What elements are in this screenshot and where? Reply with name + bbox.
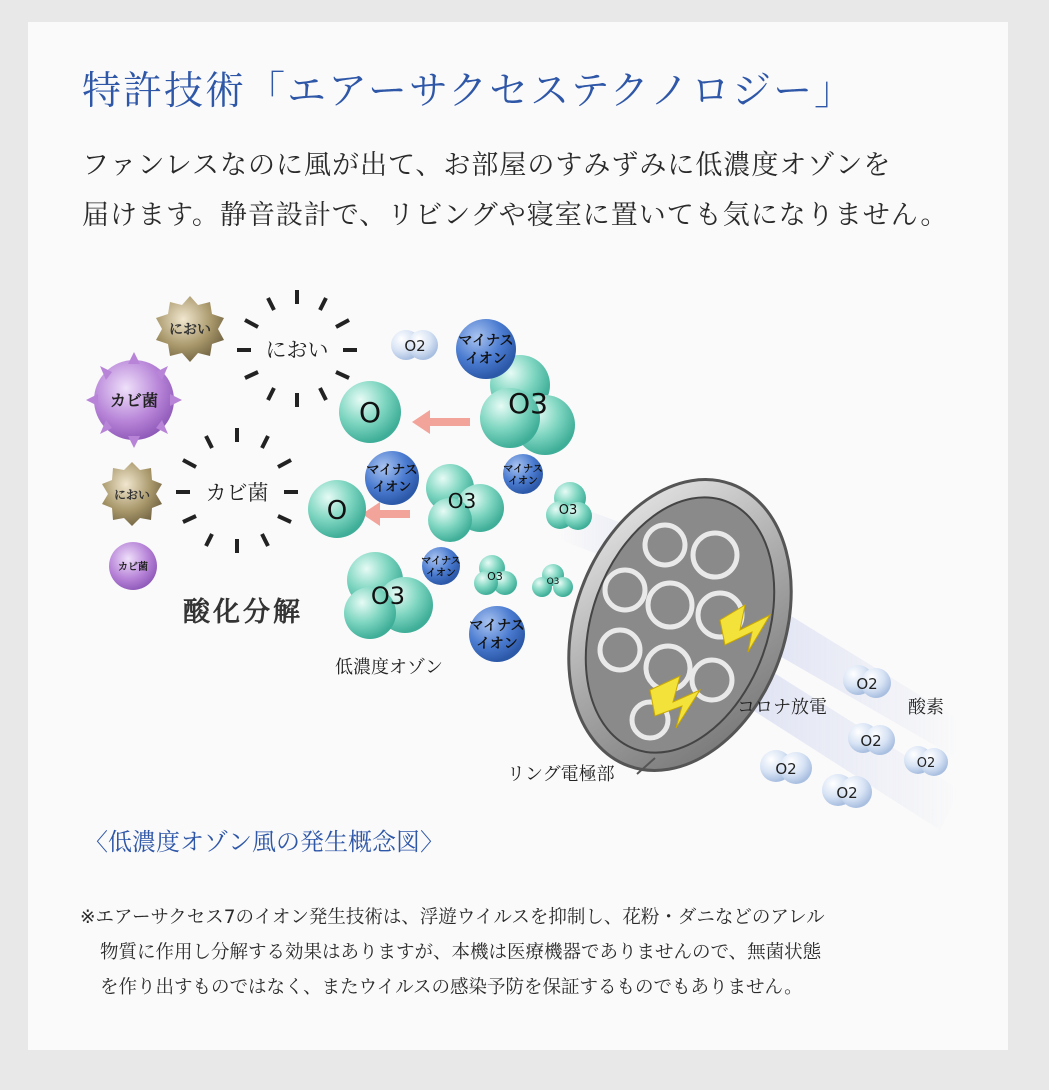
lead-text-line-1: ファンレスなのに風が出て、お部屋のすみずみに低濃度オゾンを (82, 150, 892, 181)
minus-ion (365, 451, 419, 505)
svg-text:O3: O3 (558, 503, 578, 518)
ozone-molecule (344, 552, 433, 639)
svg-text:イオン: イオン (508, 476, 538, 487)
ozone-molecule (474, 555, 517, 595)
ozone-molecule (532, 564, 573, 597)
svg-text:O: O (326, 496, 348, 526)
smell-badge-small-icon (102, 462, 162, 526)
svg-text:カビ菌: カビ菌 (109, 391, 159, 410)
svg-text:マイナス: マイナス (503, 464, 543, 475)
svg-text:イオン: イオン (372, 480, 412, 495)
smell-label: におい (265, 338, 329, 362)
svg-text:O3: O3 (546, 577, 560, 587)
svg-text:におい: におい (113, 488, 151, 502)
svg-text:マイナス: マイナス (458, 333, 514, 349)
smell-badge-icon (156, 296, 224, 362)
ozone-molecule (426, 464, 504, 542)
page-title: 特許技術「エアーサクセステクノロジー」 (82, 69, 856, 114)
svg-text:イオン: イオン (476, 636, 518, 652)
oxygen-atom (308, 480, 366, 538)
minus-ion (469, 606, 525, 662)
o2-molecule (760, 750, 812, 784)
lead-text-line-2: 届けます。静音設計で、リビングや寝室に置いても気になりません。 (82, 200, 949, 231)
footnote-line-1: ※エアーサクセス7のイオン発生技術は、浮遊ウイルスを抑制し、花粉・ダニなどのアレル (80, 907, 825, 928)
oxygen-atom (339, 381, 401, 443)
footnote-line-3: を作り出すものではなく、またウイルスの感染予防を保証するものでもありません。 (100, 977, 803, 998)
mold-badge-small-icon (109, 542, 157, 590)
svg-text:O3: O3 (508, 387, 548, 420)
ozone-molecule (546, 482, 592, 530)
footnote-line-2: 物質に作用し分解する効果はありますが、本機は医療機器でありませんので、無菌状態 (100, 942, 822, 963)
mold-label: カビ菌 (205, 481, 269, 505)
o2-molecule (848, 723, 895, 755)
svg-text:O2: O2 (856, 675, 878, 693)
ozone-label: 低濃度オゾン (335, 657, 443, 678)
ring-electrode-label: リング電極部 (507, 764, 615, 785)
o2-molecule (391, 330, 438, 360)
o2-molecule (904, 746, 948, 776)
svg-text:マイナス: マイナス (421, 556, 461, 567)
svg-text:O3: O3 (370, 582, 406, 610)
svg-text:O2: O2 (860, 732, 882, 750)
svg-text:O2: O2 (775, 760, 797, 778)
oxidation-label: 酸化分解 (183, 597, 303, 628)
minus-ion (421, 547, 460, 585)
minus-ion (456, 319, 516, 379)
oxygen-label: 酸素 (908, 697, 944, 718)
svg-text:におい: におい (169, 322, 211, 338)
svg-text:マイナス: マイナス (366, 463, 418, 478)
mold-badge-icon (86, 352, 182, 448)
svg-text:イオン: イオン (426, 568, 456, 579)
corona-label: コロナ放電 (737, 697, 827, 718)
svg-text:O2: O2 (836, 784, 858, 802)
diagram-caption: 〈低濃度オゾン風の発生概念図〉 (84, 828, 444, 856)
svg-text:O: O (358, 396, 382, 429)
o2-molecule (822, 774, 872, 808)
minus-ion (503, 454, 543, 494)
svg-text:イオン: イオン (465, 351, 507, 367)
svg-text:マイナス: マイナス (469, 618, 525, 634)
svg-text:O2: O2 (404, 337, 426, 355)
svg-text:O3: O3 (487, 570, 503, 583)
svg-text:カビ菌: カビ菌 (118, 562, 148, 573)
svg-text:O2: O2 (916, 756, 936, 771)
svg-text:O3: O3 (447, 489, 477, 513)
